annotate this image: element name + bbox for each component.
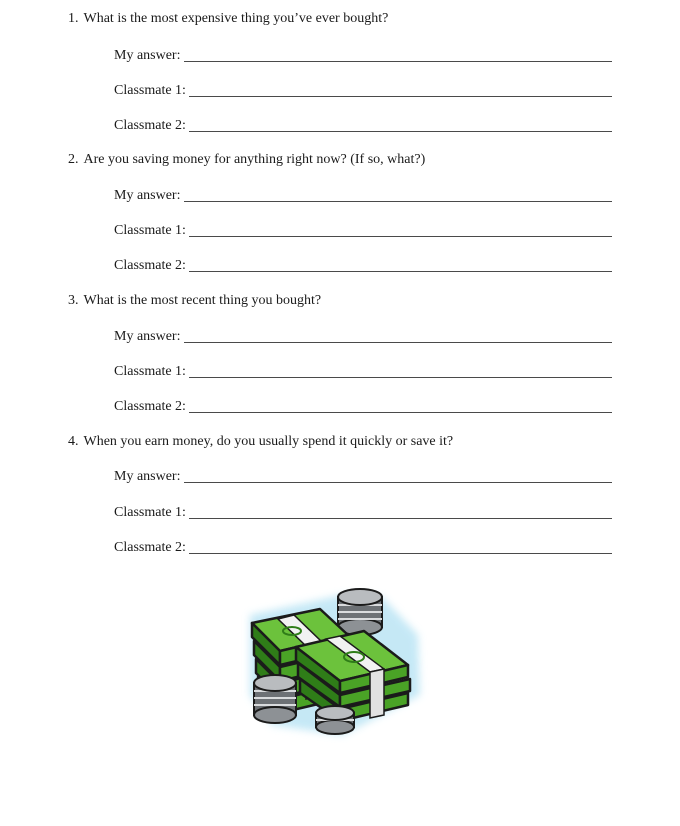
q4-classmate-1-row[interactable] [114, 504, 612, 522]
answer-line[interactable] [189, 377, 612, 378]
answer-line[interactable] [184, 61, 613, 62]
answer-label: Classmate 2: [114, 118, 186, 133]
question-4-number: 4. [68, 434, 79, 449]
answer-label: Classmate 1: [114, 83, 186, 98]
answer-line[interactable] [189, 96, 612, 97]
money-stack-with-coins-icon [232, 575, 432, 755]
q2-classmate-2-row[interactable] [114, 257, 612, 275]
answer-label: Classmate 2: [114, 540, 186, 555]
answer-label: Classmate 2: [114, 258, 186, 273]
q2-my-answer-row[interactable] [114, 187, 612, 205]
q1-classmate-2-row[interactable] [114, 117, 612, 135]
question-3-number: 3. [68, 293, 79, 308]
q4-classmate-2-row[interactable] [114, 539, 612, 557]
answer-label: My answer: [114, 469, 181, 484]
answer-line[interactable] [184, 482, 613, 483]
answer-line[interactable] [184, 342, 613, 343]
q3-my-answer-row[interactable] [114, 328, 612, 346]
answer-line[interactable] [189, 412, 612, 413]
question-2 [68, 151, 425, 169]
q1-my-answer-row[interactable] [114, 47, 612, 65]
answer-label: Classmate 1: [114, 505, 186, 520]
answer-line[interactable] [189, 236, 612, 237]
q2-classmate-1-row[interactable] [114, 222, 612, 240]
answer-label: Classmate 1: [114, 223, 186, 238]
answer-line[interactable] [184, 201, 613, 202]
q1-classmate-1-row[interactable] [114, 82, 612, 100]
answer-label: My answer: [114, 188, 181, 203]
question-3 [68, 292, 321, 310]
answer-label: My answer: [114, 48, 181, 63]
answer-label: Classmate 2: [114, 399, 186, 414]
answer-line[interactable] [189, 553, 612, 554]
question-4-text: When you earn money, do you usually spend it quickly or save it? [83, 434, 454, 449]
question-1-text: What is the most expensive thing you’ve ever bought? [83, 11, 389, 26]
question-3-text: What is the most recent thing you bought? [83, 293, 322, 308]
q4-my-answer-row[interactable] [114, 468, 612, 486]
question-1-number: 1. [68, 11, 79, 26]
question-4 [68, 433, 453, 451]
answer-label: Classmate 1: [114, 364, 186, 379]
answer-line[interactable] [189, 271, 612, 272]
answer-line[interactable] [189, 518, 612, 519]
q3-classmate-1-row[interactable] [114, 363, 612, 381]
q3-classmate-2-row[interactable] [114, 398, 612, 416]
question-1 [68, 10, 388, 28]
question-2-text: Are you saving money for anything right now? (If so, what?) [83, 152, 426, 167]
answer-label: My answer: [114, 329, 181, 344]
answer-line[interactable] [189, 131, 612, 132]
question-2-number: 2. [68, 152, 79, 167]
